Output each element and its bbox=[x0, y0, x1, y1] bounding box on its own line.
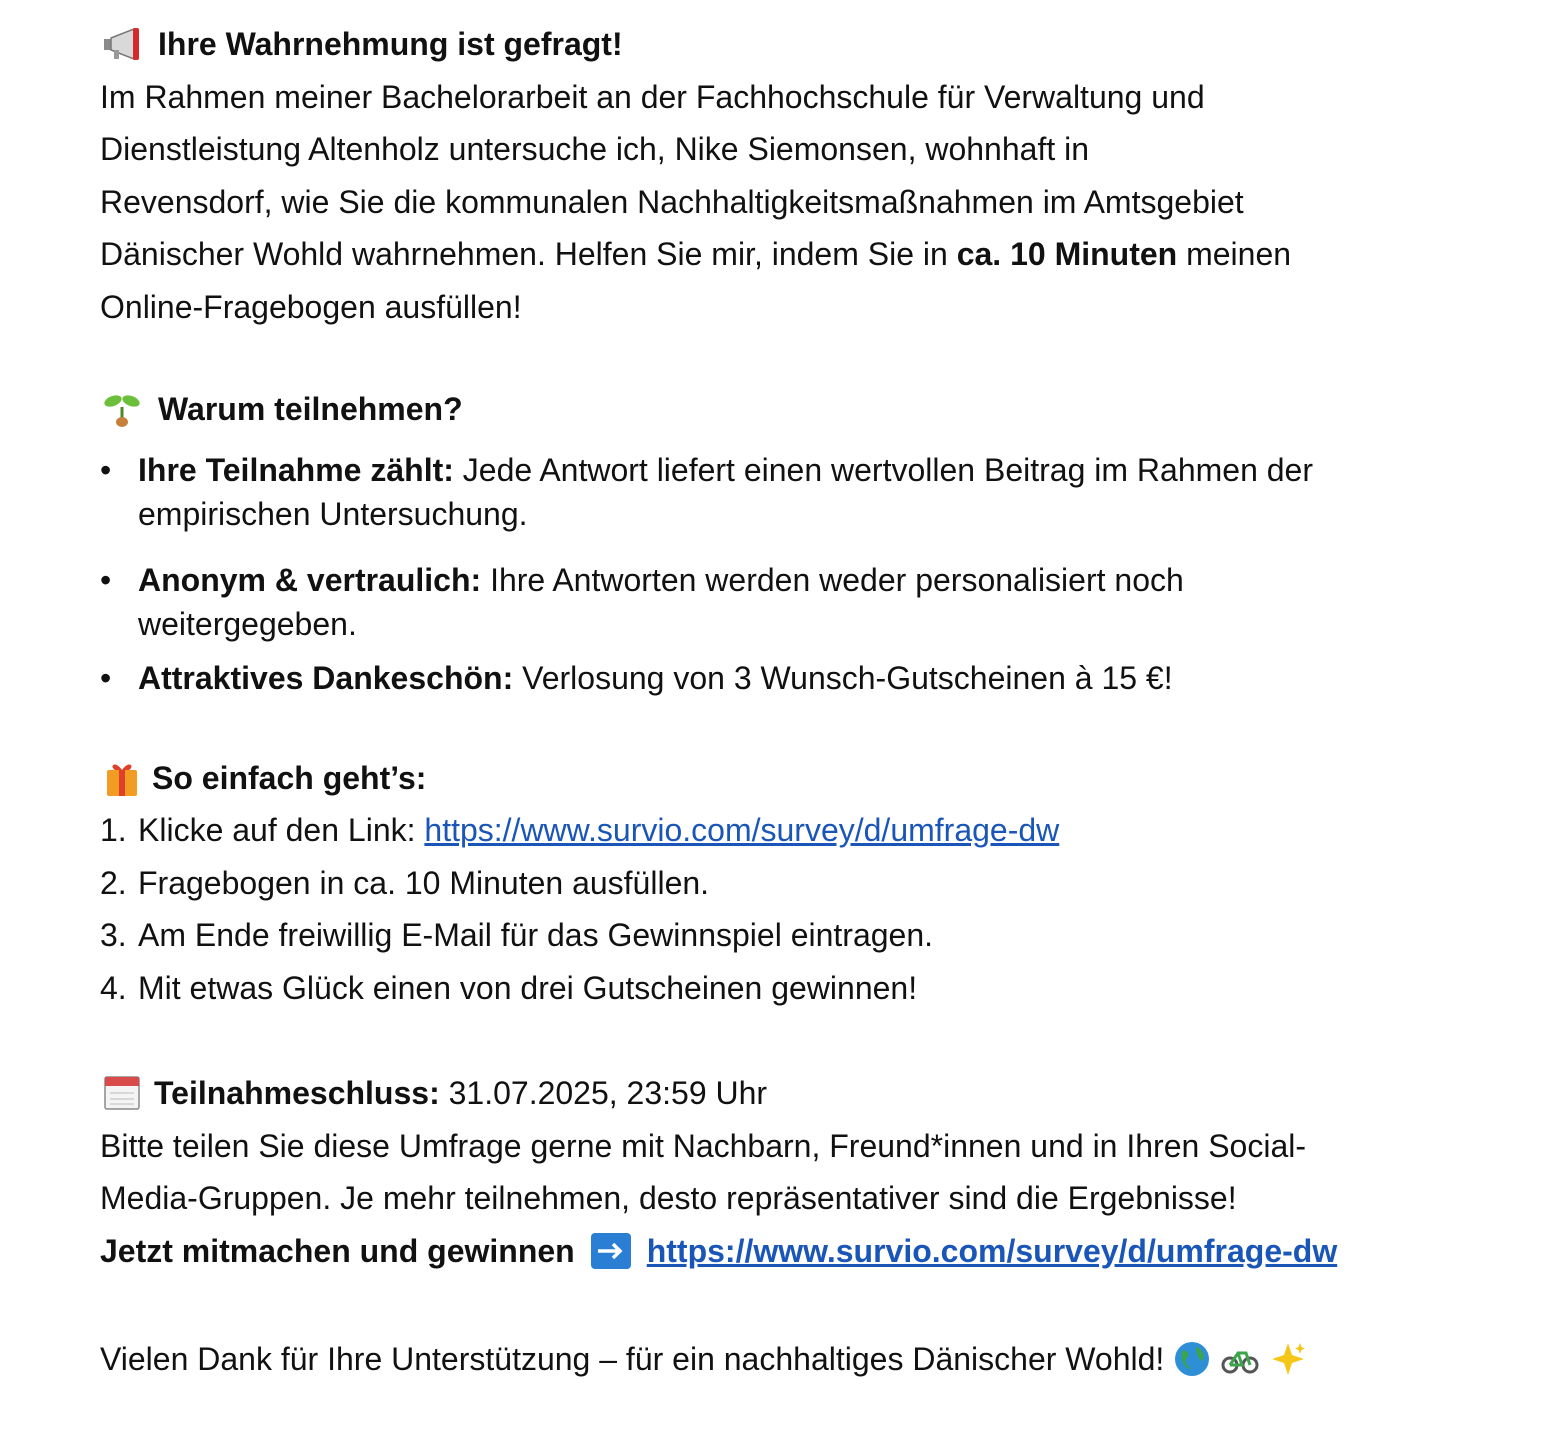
share-line-2: Media-Gruppen. Je mehr teilnehmen, desto repräsentativer sind die Ergebnisse! bbox=[100, 1180, 1237, 1216]
megaphone-icon bbox=[100, 24, 144, 64]
steps-list bbox=[100, 804, 1430, 1014]
intro-line-3: Revensdorf, wie Sie die kommunalen Nachhaltigkeitsmaßnahmen im Amtsgebiet bbox=[100, 183, 1244, 220]
duration-highlight: ca. 10 Minuten bbox=[956, 236, 1178, 272]
deadline-label: Teilnahmeschluss: bbox=[154, 1075, 440, 1111]
gift-icon bbox=[100, 758, 138, 798]
seedling-icon bbox=[100, 389, 144, 429]
cta-survey-link[interactable]: https://www.survio.com/survey/d/umfrage-dw bbox=[646, 1232, 1338, 1269]
deadline-line bbox=[100, 1067, 1430, 1120]
list-item: • Ihre Teilnahme zählt: Jede Antwort liefert einen wertvollen Beitrag im Rahmen der empirischen Untersuchung. bbox=[100, 448, 1430, 536]
list-item: 2. Fragebogen in ca. 10 Minuten ausfüllen. bbox=[100, 864, 710, 901]
survey-link[interactable]: https://www.survio.com/survey/d/umfrage-dw bbox=[424, 812, 1060, 848]
intro-line-2: Dienstleistung Altenholz untersuche ich, Nike Siemonsen, wohnhaft in bbox=[100, 131, 1090, 167]
intro-line-5: Online-Fragebogen ausfüllen! bbox=[100, 288, 522, 325]
bicycle-icon bbox=[1220, 1339, 1260, 1379]
why-heading-text: Warum teilnehmen? bbox=[158, 391, 463, 427]
calendar-icon bbox=[100, 1073, 140, 1113]
arrow-right-icon bbox=[589, 1231, 633, 1271]
document bbox=[100, 18, 1430, 1386]
intro-line-4: Dänischer Wohld wahrnehmen. Helfen Sie mir, indem Sie in ca. 10 Minuten meinen bbox=[100, 236, 1292, 272]
how-heading bbox=[100, 752, 1430, 805]
why-heading bbox=[100, 383, 1430, 436]
intro-heading bbox=[100, 18, 1430, 71]
how-heading-text: So einfach geht’s: bbox=[152, 759, 427, 796]
cta-text: Jetzt mitmachen und gewinnen bbox=[100, 1232, 575, 1269]
sparkles-icon bbox=[1268, 1339, 1308, 1379]
closing-text: Vielen Dank für Ihre Unterstützung – für ein nachhaltiges Dänischer Wohld! bbox=[100, 1341, 1165, 1377]
cta-line bbox=[100, 1225, 1430, 1278]
list-item: 3. Am Ende freiwillig E-Mail für das Gewinnspiel eintragen. bbox=[100, 917, 934, 953]
list-item: • Anonym & vertraulich: Ihre Antworten werden weder personalisiert noch weitergegeben. bbox=[100, 558, 1430, 646]
globe-icon bbox=[1172, 1339, 1212, 1379]
list-item: 4. Mit etwas Glück einen von drei Gutscheinen gewinnen! bbox=[100, 969, 918, 1006]
share-line-1: Bitte teilen Sie diese Umfrage gerne mit Nachbarn, Freund*innen und in Ihren Social- bbox=[100, 1127, 1306, 1164]
benefits-list bbox=[100, 448, 1430, 700]
intro-line-1: Im Rahmen meiner Bachelorarbeit an der Fachhochschule für Verwaltung und bbox=[100, 78, 1205, 115]
list-item: 1. Klicke auf den Link: https://www.survio.com/survey/d/umfrage-dw bbox=[100, 812, 1060, 848]
deadline-value: 31.07.2025, 23:59 Uhr bbox=[439, 1075, 768, 1111]
closing-line bbox=[100, 1333, 1430, 1386]
intro-heading-text: Ihre Wahrnehmung ist gefragt! bbox=[158, 26, 623, 62]
list-item: • Attraktives Dankeschön: Verlosung von 3 Wunsch-Gutscheinen à 15 €! bbox=[100, 656, 1430, 700]
